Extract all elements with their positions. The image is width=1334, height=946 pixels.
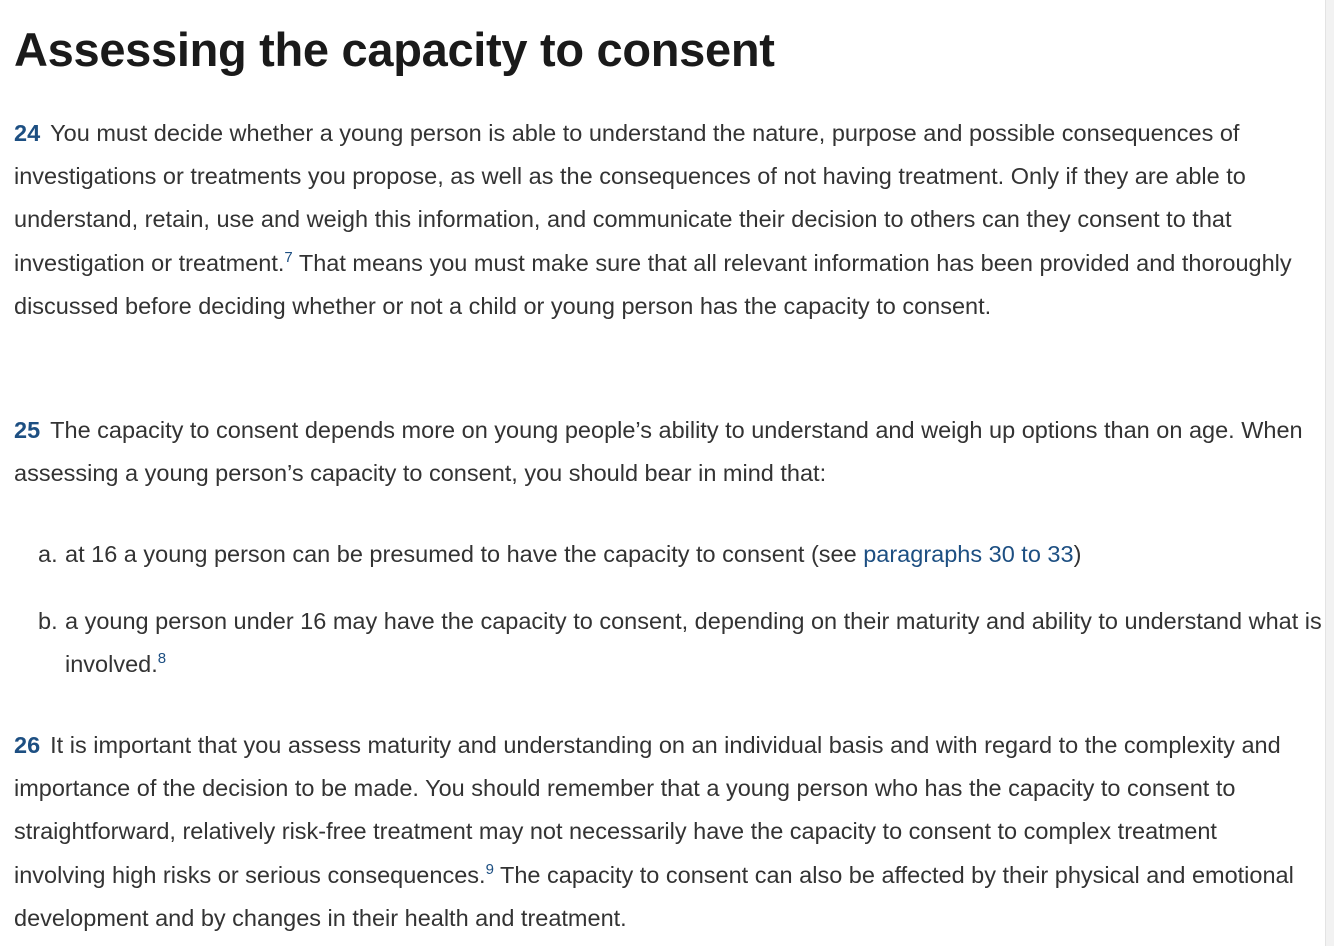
paragraph-25: [14, 409, 1306, 495]
list-marker: a.: [38, 541, 58, 567]
paragraph-number: 24: [14, 120, 41, 146]
paragraph-26: [14, 724, 1306, 940]
paragraph-text: That means you must make sure that all relevant information has been provided and thoroughly discussed before deciding whether or not a child or young person has the capacity to consent.: [14, 249, 1292, 319]
footnote-link[interactable]: 9: [485, 860, 494, 878]
paragraph-number: 26: [14, 732, 41, 758]
paragraph-24: [14, 112, 1306, 328]
paragraph-text: You must decide whether a young person is able to understand the nature, purpose and possible consequences of investigations or treatments you propose, as well as the consequences of not having treatment. Only if they are able to understand, retain, use and weigh this information, and communicate their decision to others can they consent to that investigation or treatment.: [14, 120, 1246, 276]
paragraph-text: It is important that you assess maturity and understanding on an individual basis and with regard to the complexity and importance of the decision to be made. You should remember that a young person who has the capacity to consent to straightforward, relatively risk-free treatment may not necessarily have the capacity to consent to complex treatment involving high risks or serious consequences.: [14, 732, 1281, 888]
list-item: [38, 600, 1334, 686]
list-item-text: at 16 a young person can be presumed to have the capacity to consent (see: [65, 541, 864, 567]
list-item: [38, 533, 1334, 576]
page-title: Assessing the capacity to consent: [14, 23, 775, 76]
paragraph-text: The capacity to consent depends more on young people’s ability to understand and weigh up options than on age. When assessing a young person’s capacity to consent, you should bear in mind that:: [14, 417, 1303, 487]
list-item-text-end: ): [1073, 541, 1082, 567]
paragraph-number: 25: [14, 417, 41, 443]
footnote-link[interactable]: 7: [284, 248, 293, 266]
scrollbar[interactable]: [1325, 0, 1334, 946]
paragraph-text: The capacity to consent can also be affected by their physical and emotional development and by changes in their health and treatment.: [14, 861, 1294, 931]
list-item-text: a young person under 16 may have the capacity to consent, depending on their maturity and ability to understand what is involved.: [65, 608, 1322, 678]
footnote-link[interactable]: 8: [157, 650, 167, 668]
list-marker: b.: [38, 608, 58, 634]
paragraphs-link[interactable]: paragraphs 30 to 33: [863, 541, 1074, 567]
